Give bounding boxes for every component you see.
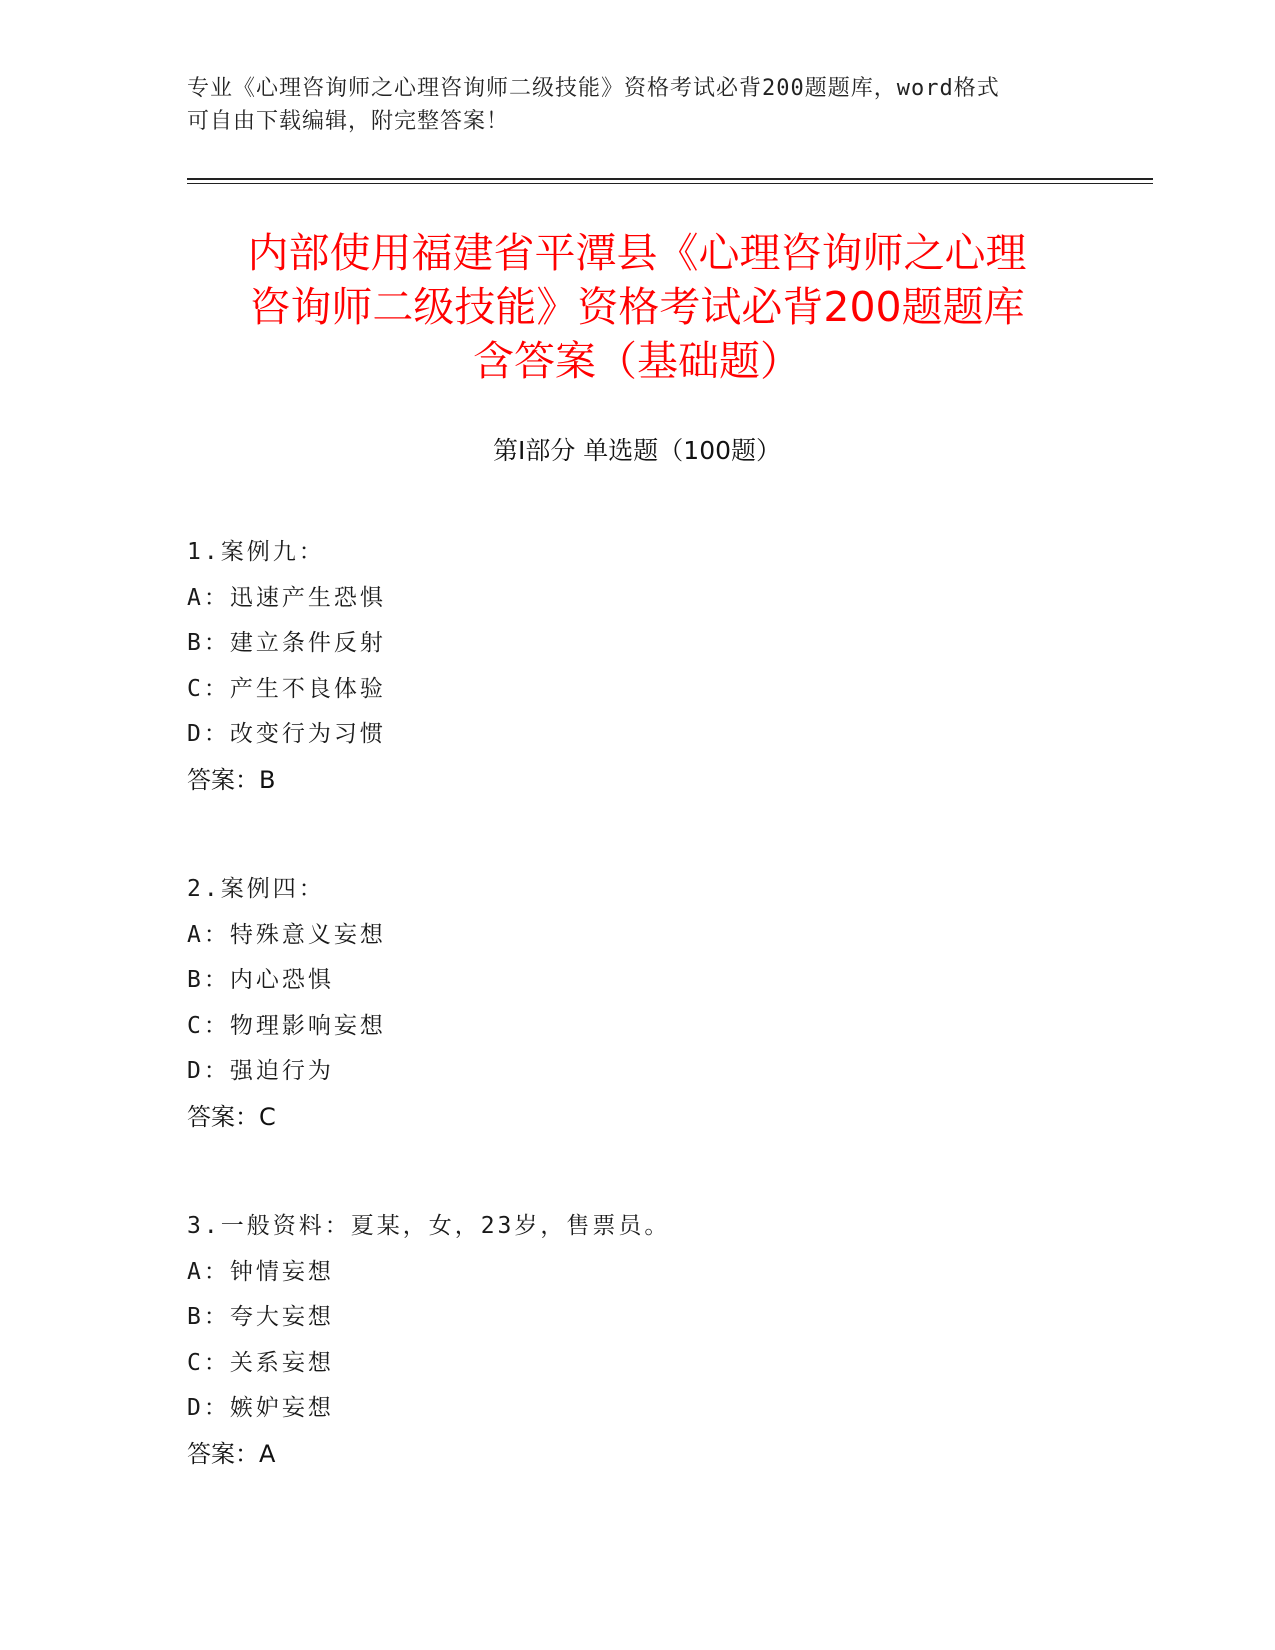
option-c: C：产生不良体验 bbox=[187, 675, 386, 702]
option-c: C：关系妄想 bbox=[187, 1349, 334, 1376]
title-line-3: 含答案（基础题） bbox=[473, 337, 801, 385]
question-stem: 2.案例四： bbox=[187, 876, 325, 902]
document-header bbox=[187, 72, 1087, 138]
question-list bbox=[187, 530, 1087, 1541]
option-d: D：嫉妒妄想 bbox=[187, 1395, 334, 1421]
section-heading: 第Ⅰ部分 单选题（100题） bbox=[492, 436, 782, 465]
option-b: B：建立条件反射 bbox=[187, 630, 386, 656]
option-a: A：钟情妄想 bbox=[187, 1258, 334, 1285]
option-c: C：物理影响妄想 bbox=[187, 1012, 386, 1039]
option-d: D：强迫行为 bbox=[187, 1058, 334, 1084]
option-a: A：迅速产生恐惧 bbox=[187, 584, 386, 611]
header-divider-thick bbox=[187, 178, 1153, 180]
answer-line: 答案：A bbox=[187, 1439, 276, 1468]
question-item bbox=[187, 867, 1087, 1140]
header-line-2: 可自由下载编辑，附完整答案！ bbox=[187, 109, 510, 134]
option-d: D：改变行为习惯 bbox=[187, 721, 386, 747]
header-line-1: 专业《心理咨询师之心理咨询师二级技能》资格考试必背200题题库，word格式 bbox=[187, 76, 1000, 101]
title-line-1: 内部使用福建省平潭县《心理咨询师之心理 bbox=[247, 229, 1027, 277]
question-stem: 3.一般资料：夏某，女，23岁，售票员。 bbox=[187, 1213, 671, 1239]
option-a: A：特殊意义妄想 bbox=[187, 921, 386, 948]
option-b: B：夸大妄想 bbox=[187, 1304, 334, 1330]
option-b: B：内心恐惧 bbox=[187, 967, 334, 993]
header-divider-thin bbox=[187, 183, 1153, 184]
document-title bbox=[187, 226, 1087, 388]
title-line-2: 咨询师二级技能》资格考试必背200题题库 bbox=[249, 283, 1025, 331]
answer-line: 答案：B bbox=[187, 765, 276, 794]
answer-line: 答案：C bbox=[187, 1102, 276, 1131]
question-item bbox=[187, 1204, 1087, 1477]
question-item bbox=[187, 530, 1087, 803]
question-stem: 1.案例九： bbox=[187, 539, 325, 565]
